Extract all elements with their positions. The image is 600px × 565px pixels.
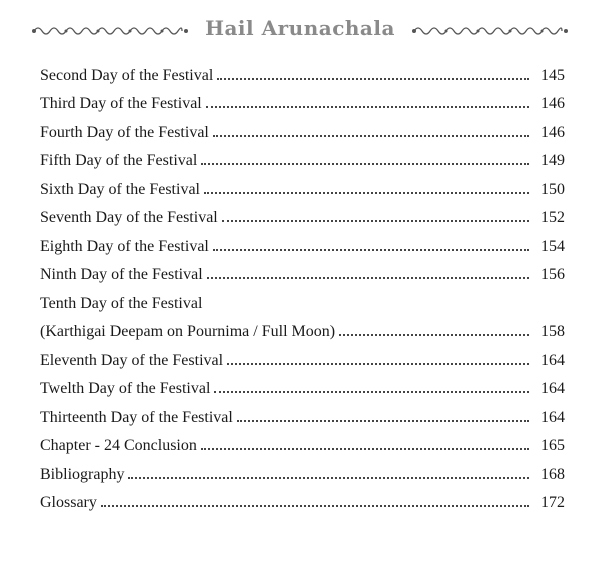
toc-entry-page: 152 [541,209,565,226]
toc-entry-title: Second Day of the Festival [40,66,214,84]
toc-entry-page: 172 [541,494,565,511]
toc-entry [40,341,565,370]
toc-entry-title: Bibliography [40,465,125,483]
dot-leader [201,447,529,450]
dot-leader [213,134,529,137]
toc-entry [40,370,565,399]
toc-entry [40,85,565,114]
toc-entry [40,142,565,171]
toc-entry-page: 168 [541,465,565,483]
toc-entry [40,313,565,342]
dot-leader [201,162,529,165]
dot-leader [237,419,529,422]
toc-entry-page: 146 [541,123,565,141]
toc-entry [40,56,565,85]
toc-entry-page: 164 [541,351,565,369]
toc-entry-title: Tenth Day of the Festival [40,294,203,312]
toc-entry-page: 154 [541,237,565,255]
toc-entry-title: Fourth Day of the Festival [40,123,209,141]
toc-entry-title: Thirteenth Day of the Festival [40,408,233,426]
running-title: Hail Arunachala [205,16,395,40]
toc-entry-title: (Karthigai Deepam on Pournima / Full Moon) [40,323,336,340]
toc-entry-title: Ninth Day of the Festival [40,266,203,283]
scroll-ornament-icon [410,24,570,38]
toc-entry [40,170,565,199]
toc-entry-title: Eleventh Day of the Festival [40,351,224,369]
toc-entry-title: Chapter - 24 Conclusion [40,437,197,454]
dot-leader [206,105,529,108]
toc-entry-page: 146 [541,95,565,112]
toc-entry-page: 150 [541,180,565,198]
dot-leader [213,248,529,251]
toc-entry-page: 165 [541,437,565,454]
toc-entry [40,227,565,256]
toc-entry-title: Third Day of the Festival [40,95,202,112]
dot-leader [101,504,529,507]
toc-entry [40,484,565,513]
dot-leader [227,362,529,365]
toc-entry [40,455,565,484]
dot-leader [222,219,529,222]
toc-entry [40,284,565,313]
dot-leader [204,191,529,194]
toc-entry-title: Eighth Day of the Festival [40,237,209,255]
dot-leader [339,333,529,336]
toc-entry-page: 158 [541,323,565,340]
toc-entry-title: Fifth Day of the Festival [40,152,198,169]
table-of-contents [40,56,565,512]
toc-entry-page: 164 [541,408,565,426]
toc-entry-page: 149 [541,152,565,169]
toc-entry-page: 164 [541,380,565,397]
toc-entry [40,427,565,456]
toc-entry [40,398,565,427]
dot-leader [128,476,529,479]
toc-entry-title: Sixth Day of the Festival [40,180,200,198]
toc-entry [40,256,565,285]
toc-entry [40,113,565,142]
page-header [0,16,600,46]
toc-entry-title: Glossary [40,494,97,511]
dot-leader [217,77,529,80]
toc-entry-page: 156 [541,266,565,283]
toc-entry [40,199,565,228]
dot-leader [214,390,529,393]
toc-entry-title: Seventh Day of the Festival [40,209,218,226]
toc-entry-page: 145 [541,66,565,84]
dot-leader [207,276,529,279]
toc-entry-title: Twelth Day of the Festival [40,380,211,397]
